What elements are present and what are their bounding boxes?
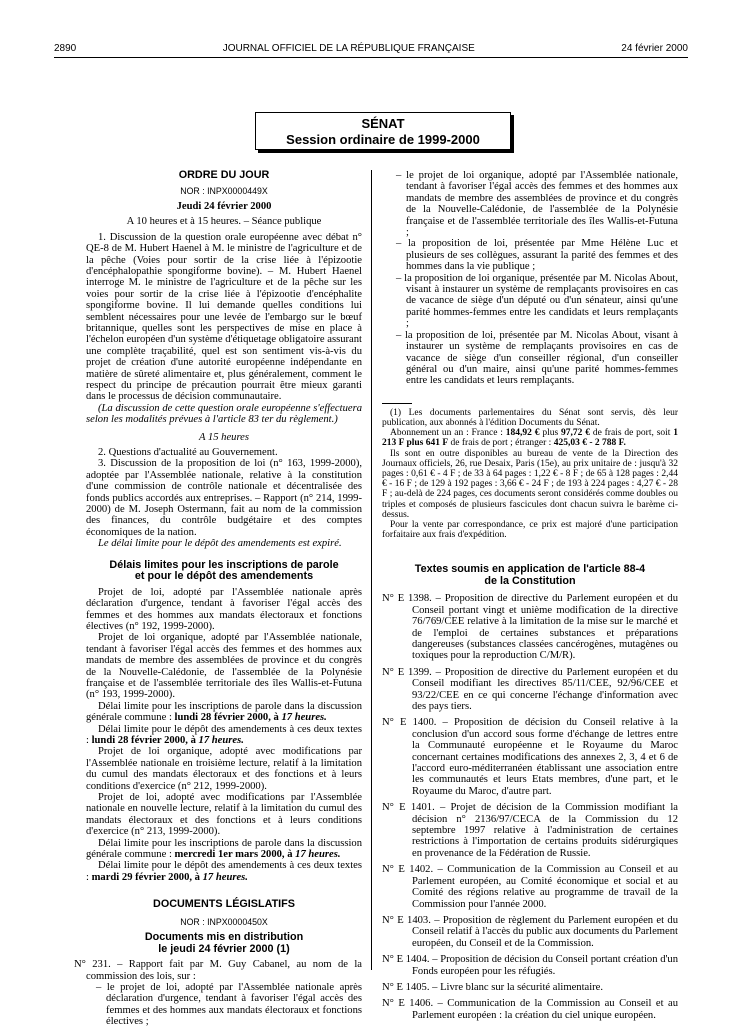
- doc-231: N° 231. – Rapport fait par M. Guy Cabanel, au nom de la commission des lois, sur :: [74, 959, 362, 982]
- footnote-2-d: 97,72 €: [561, 428, 590, 439]
- delais-p7-text: Délai limite pour les inscriptions de parole dans la discussion générale commune :: [86, 837, 362, 861]
- footnote-4: Pour la vente par correspondance, ce prix est majoré d'une participation forfaitaire aux frais d'expédition.: [382, 519, 678, 541]
- ordre-times: A 10 heures et à 15 heures. – Séance publique: [126, 216, 322, 228]
- footnote-1: (1) Les documents parlementaires du Sénat sont servis, dès leur publication, aux abonnés à l'édition Documents du Sénat.: [382, 407, 678, 428]
- footnote-2: [382, 428, 678, 448]
- delais-p8-text: Délai limite pour le dépôt des amendements à ces deux textes :: [86, 860, 362, 883]
- delais-p7-date: mercredi 1er mars 2000, à: [174, 849, 296, 861]
- ordre-note-1: (La discussion de cette question orale européenne s'effectuera selon les modalités prévues à l'article 83 ter du règlement.): [86, 402, 362, 426]
- footnote: [382, 408, 678, 541]
- ordre-note-3: Le délai limite pour le dépôt des amendements est expiré.: [98, 538, 342, 550]
- footnote-3: Ils sont en outre disponibles au bureau de vente de la Direction des Journaux officiels, 26, rue Desaix, Paris (15e), au prix unitaire de : jusqu'à 32 pages : 0,61 € - 4 F ; de 33 à 64 pages : 1,22 € - 8 F ; de 65 à 128 pages : 2,44 € - 16 F ; de 129 à 192 pages : 3,66 € - 24 F ; de 193 à 224 pages : 4,27 € - 28 F ; au-delà de 224 pages, ces documents seront considérés comme doubles ou triples et composés de plusieurs fascicules dont chacun suivra le barème ci-dessus.: [382, 448, 678, 520]
- delais-p1: Projet de loi, adopté par l'Assemblée nationale après déclaration d'urgence, tendant à favoriser l'égal accès des femmes et des hommes aux mandats électoraux et fonctions électives (n° 192, 1999-2000).: [86, 586, 362, 632]
- texte-item: N° E 1400. – Proposition de décision du Conseil relative à la conclusion d'un accord sous forme d'échange de lettres entre la Communauté européenne et le Royaume du Maroc concernant certaines modifications des annexes 2, 3, 4 et 6 de l'accord euro-méditerranéen établissant une association entre les communautés et leurs Etats membres, d'une part, et le Royaume du Maroc, d'autre part.: [382, 717, 678, 797]
- delais-heading-line-1: Délais limites pour les inscriptions de parole: [109, 558, 339, 571]
- delais-p5: Projet de loi organique, adopté avec modifications par l'Assemblée nationale en troisième lecture, relatif à la limitation du cumul des mandats électoraux et des fonctions et à leurs conditions d'exercice (n° 212, 1999-2000).: [86, 746, 362, 792]
- doc-231-bullet-3: – la proposition de loi, présentée par Mme Hélène Luc et plusieurs de ses collègues, assurant la parité des femmes et des hommes dans la vie publique ;: [396, 238, 678, 273]
- header-rule: [54, 57, 688, 58]
- footnote-2-g: de frais de port ; étranger :: [448, 438, 554, 449]
- ordre-heading: ORDRE DU JOUR: [178, 169, 270, 181]
- delais-p8-date: mardi 29 février 2000, à: [91, 871, 203, 883]
- texte-item: N° E 1404. – Proposition de décision du Conseil portant création d'un Fonds européen pour les réfugiés.: [382, 954, 678, 977]
- doc-231-bullet-4: – la proposition de loi organique, présentée par M. Nicolas About, visant à instaurer un système de remplaçants provisoires en cas de vacance de siège d'un député ou d'un sénateur, ainsi qu'une parité hommes-femmes entre les candidats et leurs remplaçants ;: [396, 272, 678, 330]
- texte-item: N° E 1403. – Proposition de règlement du Parlement européen et du Conseil relatif à l'accès du public aux documents du Parlement européen, du Conseil et de la Commission.: [382, 914, 678, 949]
- footnote-2-f: 1 213 F plus 641 F: [382, 428, 679, 449]
- texte-item: N° E 1398. – Proposition de directive du Parlement européen et du Conseil portant vingt et unième modification de la directive 76/769/CEE relative à la limitation de la mise sur le marché et de l'emploi de certaines substances et préparations dangereuses (substances classées cancérogènes, mutagènes ou toxiques pour la reproduction C/M/R).: [382, 593, 678, 662]
- delais-p4-date: lundi 28 février 2000, à: [91, 734, 199, 746]
- footnote-2-h: 425,03 € - 2 788 F.: [553, 438, 626, 449]
- textes-heading-line-2: de la Constitution: [484, 574, 576, 587]
- delais-p2: Projet de loi organique, adopté par l'Assemblée nationale, tendant à favoriser l'égal accès des femmes et des hommes aux mandats de membre des assemblées de province et du congrès de la Nouvelle-Calédonie, de l'assemblée de la Polynésie française et de l'assemblée territoriale des îles Wallis-et-Futuna (n° 193, 1999-2000).: [86, 632, 362, 701]
- right-column: [382, 170, 678, 1026]
- banner-title: SÉNAT: [361, 116, 405, 131]
- journal-title: JOURNAL OFFICIEL DE LA RÉPUBLIQUE FRANÇAISE: [222, 43, 475, 54]
- delais-p7: [86, 838, 362, 861]
- doc-231-bullet-2: – le projet de loi organique, adopté par l'Assemblée nationale, tendant à favoriser l'égal accès des femmes et des hommes aux mandats de membre des assemblées de province et du congrès de la Nouvelle-Calédonie, de l'assemblée de la Polynésie française et de l'assemblée territoriale des îles Wallis-et-Futuna ;: [396, 170, 678, 239]
- docs-heading: DOCUMENTS LÉGISLATIFS: [153, 898, 295, 911]
- delais-p3-hour: 17 heures.: [281, 712, 327, 724]
- ordre-item-3: 3. Discussion de la proposition de loi (n° 163, 1999-2000), adoptée par l'Assemblée nationale, relative à la constitution d'une commission de contrôle nationale et décentralisée des fonds publics accordés aux entreprises. – Rapport (n° 214, 1999-2000) de M. Joseph Ostermann, fait au nom de la commission des finances, du contrôle budgétaire et des comptes économiques de la nation.: [86, 458, 362, 538]
- ordre-time-2: A 15 heures: [198, 431, 250, 443]
- texte-item: N° E 1401. – Projet de décision de la Commission modifiant la décision n° 2136/97/CECA de la Commission du 12 septembre 1997 relative à l'administration de certaines restrictions à l'importation de certains produits sidérurgiques en provenance de la Fédération de Russie.: [382, 802, 678, 859]
- ordre-date: Jeudi 24 février 2000: [176, 200, 272, 212]
- ordre-nor: NOR : INPX0000449X: [180, 185, 268, 196]
- ordre-item-2: 2. Questions d'actualité au Gouvernement.: [98, 447, 278, 459]
- texte-item: N° E 1405. – Livre blanc sur la sécurité alimentaire.: [382, 981, 604, 993]
- page-number: 2890: [54, 43, 77, 54]
- doc-231-bullet-5: – la proposition de loi, présentée par M. Nicolas About, visant à instaurer un système de remplaçants provisoires en cas de vacance de siège d'un conseiller régional, d'un conseiller général ou d'un maire, ainsi qu'une parité hommes-femmes entre les candidats et leurs remplaçants.: [396, 329, 678, 387]
- delais-p3-text: Délai limite pour les inscriptions de parole dans la discussion générale commune :: [86, 700, 362, 724]
- delais-heading: [86, 560, 362, 583]
- docs-subheading-line-2: le jeudi 24 février 2000 (1): [158, 942, 290, 955]
- issue-date: 24 février 2000: [621, 43, 688, 54]
- texte-item: N° E 1402. – Communication de la Commission au Conseil et au Parlement européen, au Comité économique et social et au Comité des régions relative au programme de travail de la Commission pour l'année 2000.: [382, 864, 678, 910]
- senat-banner: [255, 112, 511, 150]
- textes-heading: [382, 564, 678, 587]
- textes-heading-line-1: Textes soumis en application de l'article 88-4: [414, 563, 646, 576]
- delais-p7-hour: 17 heures.: [295, 849, 341, 861]
- column-divider: [371, 170, 372, 970]
- delais-p6: Projet de loi, adopté avec modifications par l'Assemblée nationale en nouvelle lecture, relatif à la limitation du cumul des mandats électoraux et des fonctions et à leurs conditions d'exercice (n° 213, 1999-2000).: [86, 792, 362, 838]
- docs-subheading-line-1: Documents mis en distribution: [144, 931, 304, 944]
- docs-nor: NOR : INPX0000450X: [180, 916, 268, 927]
- textes-list: [382, 593, 678, 1021]
- left-column: [74, 169, 362, 1028]
- footnote-2-e: de frais de port, soit: [589, 428, 674, 439]
- footnote-2-a: Abonnement un an : France :: [390, 428, 506, 439]
- delais-p4-text: Délai limite pour le dépôt des amendements à ces deux textes :: [86, 723, 362, 746]
- delais-p3: [86, 701, 362, 724]
- delais-heading-line-2: et pour le dépôt des amendements: [134, 570, 314, 583]
- ordre-item-1: 1. Discussion de la question orale européenne avec débat n° QE-8 de M. Hubert Haenel à M. le ministre de l'agriculture et de la pêche (Voies pour sortir de la crise liée à l'épizootie d'encéphalopathie spongiforme bovine). – M. Hubert Haenel interroge M. le ministre de l'agriculture et de la pêche sur les voies pour sortir de la crise liée à l'épizootie d'encéphalite spongiforme bovine. Il lui demande quelles conditions lui semblent nécessaires pour une levée de l'embargo sur le bœuf britannique, quelles sont les perspectives de mise en place à l'échelon européen d'un système d'étiquetage obligatoire assurant une complète traçabilité, quel est son sentiment vis-à-vis du projet de création d'une autorité européenne indépendante en matière de sûreté alimentaire et, plus généralement, comment le respect du principe de précaution pourrait être mieux garanti dans le processus de décision communautaire.: [86, 231, 362, 403]
- delais-p3-date: lundi 28 février 2000, à: [174, 712, 282, 724]
- texte-item: N° E 1399. – Proposition de directive du Parlement européen et du Conseil modifiant les directives 85/11/CEE, 92/96/CEE et 93/22/CEE en ce qui concerne l'échange d'information avec des pays tiers.: [382, 666, 678, 713]
- banner-subtitle: Session ordinaire de 1999-2000: [286, 132, 480, 147]
- texte-item: N° E 1406. – Communication de la Commission au Conseil et au Parlement européen : la création du ciel unique européen.: [382, 998, 678, 1021]
- delais-p4-hour: 17 heures.: [198, 734, 244, 746]
- running-header: [54, 43, 688, 54]
- docs-subheading: [86, 932, 362, 955]
- footnote-rule: [382, 403, 412, 404]
- doc-231-bullet-1: – le projet de loi, adopté par l'Assemblée nationale après déclaration d'urgence, tendant à favoriser l'égal accès des femmes et des hommes aux mandats électoraux et fonctions électives ;: [96, 981, 362, 1028]
- delais-p8: [86, 860, 362, 883]
- footnote-2-c: plus: [539, 428, 561, 439]
- delais-p8-hour: 17 heures.: [202, 871, 248, 883]
- footnote-2-b: 184,92 €: [505, 428, 540, 439]
- delais-p4: [86, 724, 362, 747]
